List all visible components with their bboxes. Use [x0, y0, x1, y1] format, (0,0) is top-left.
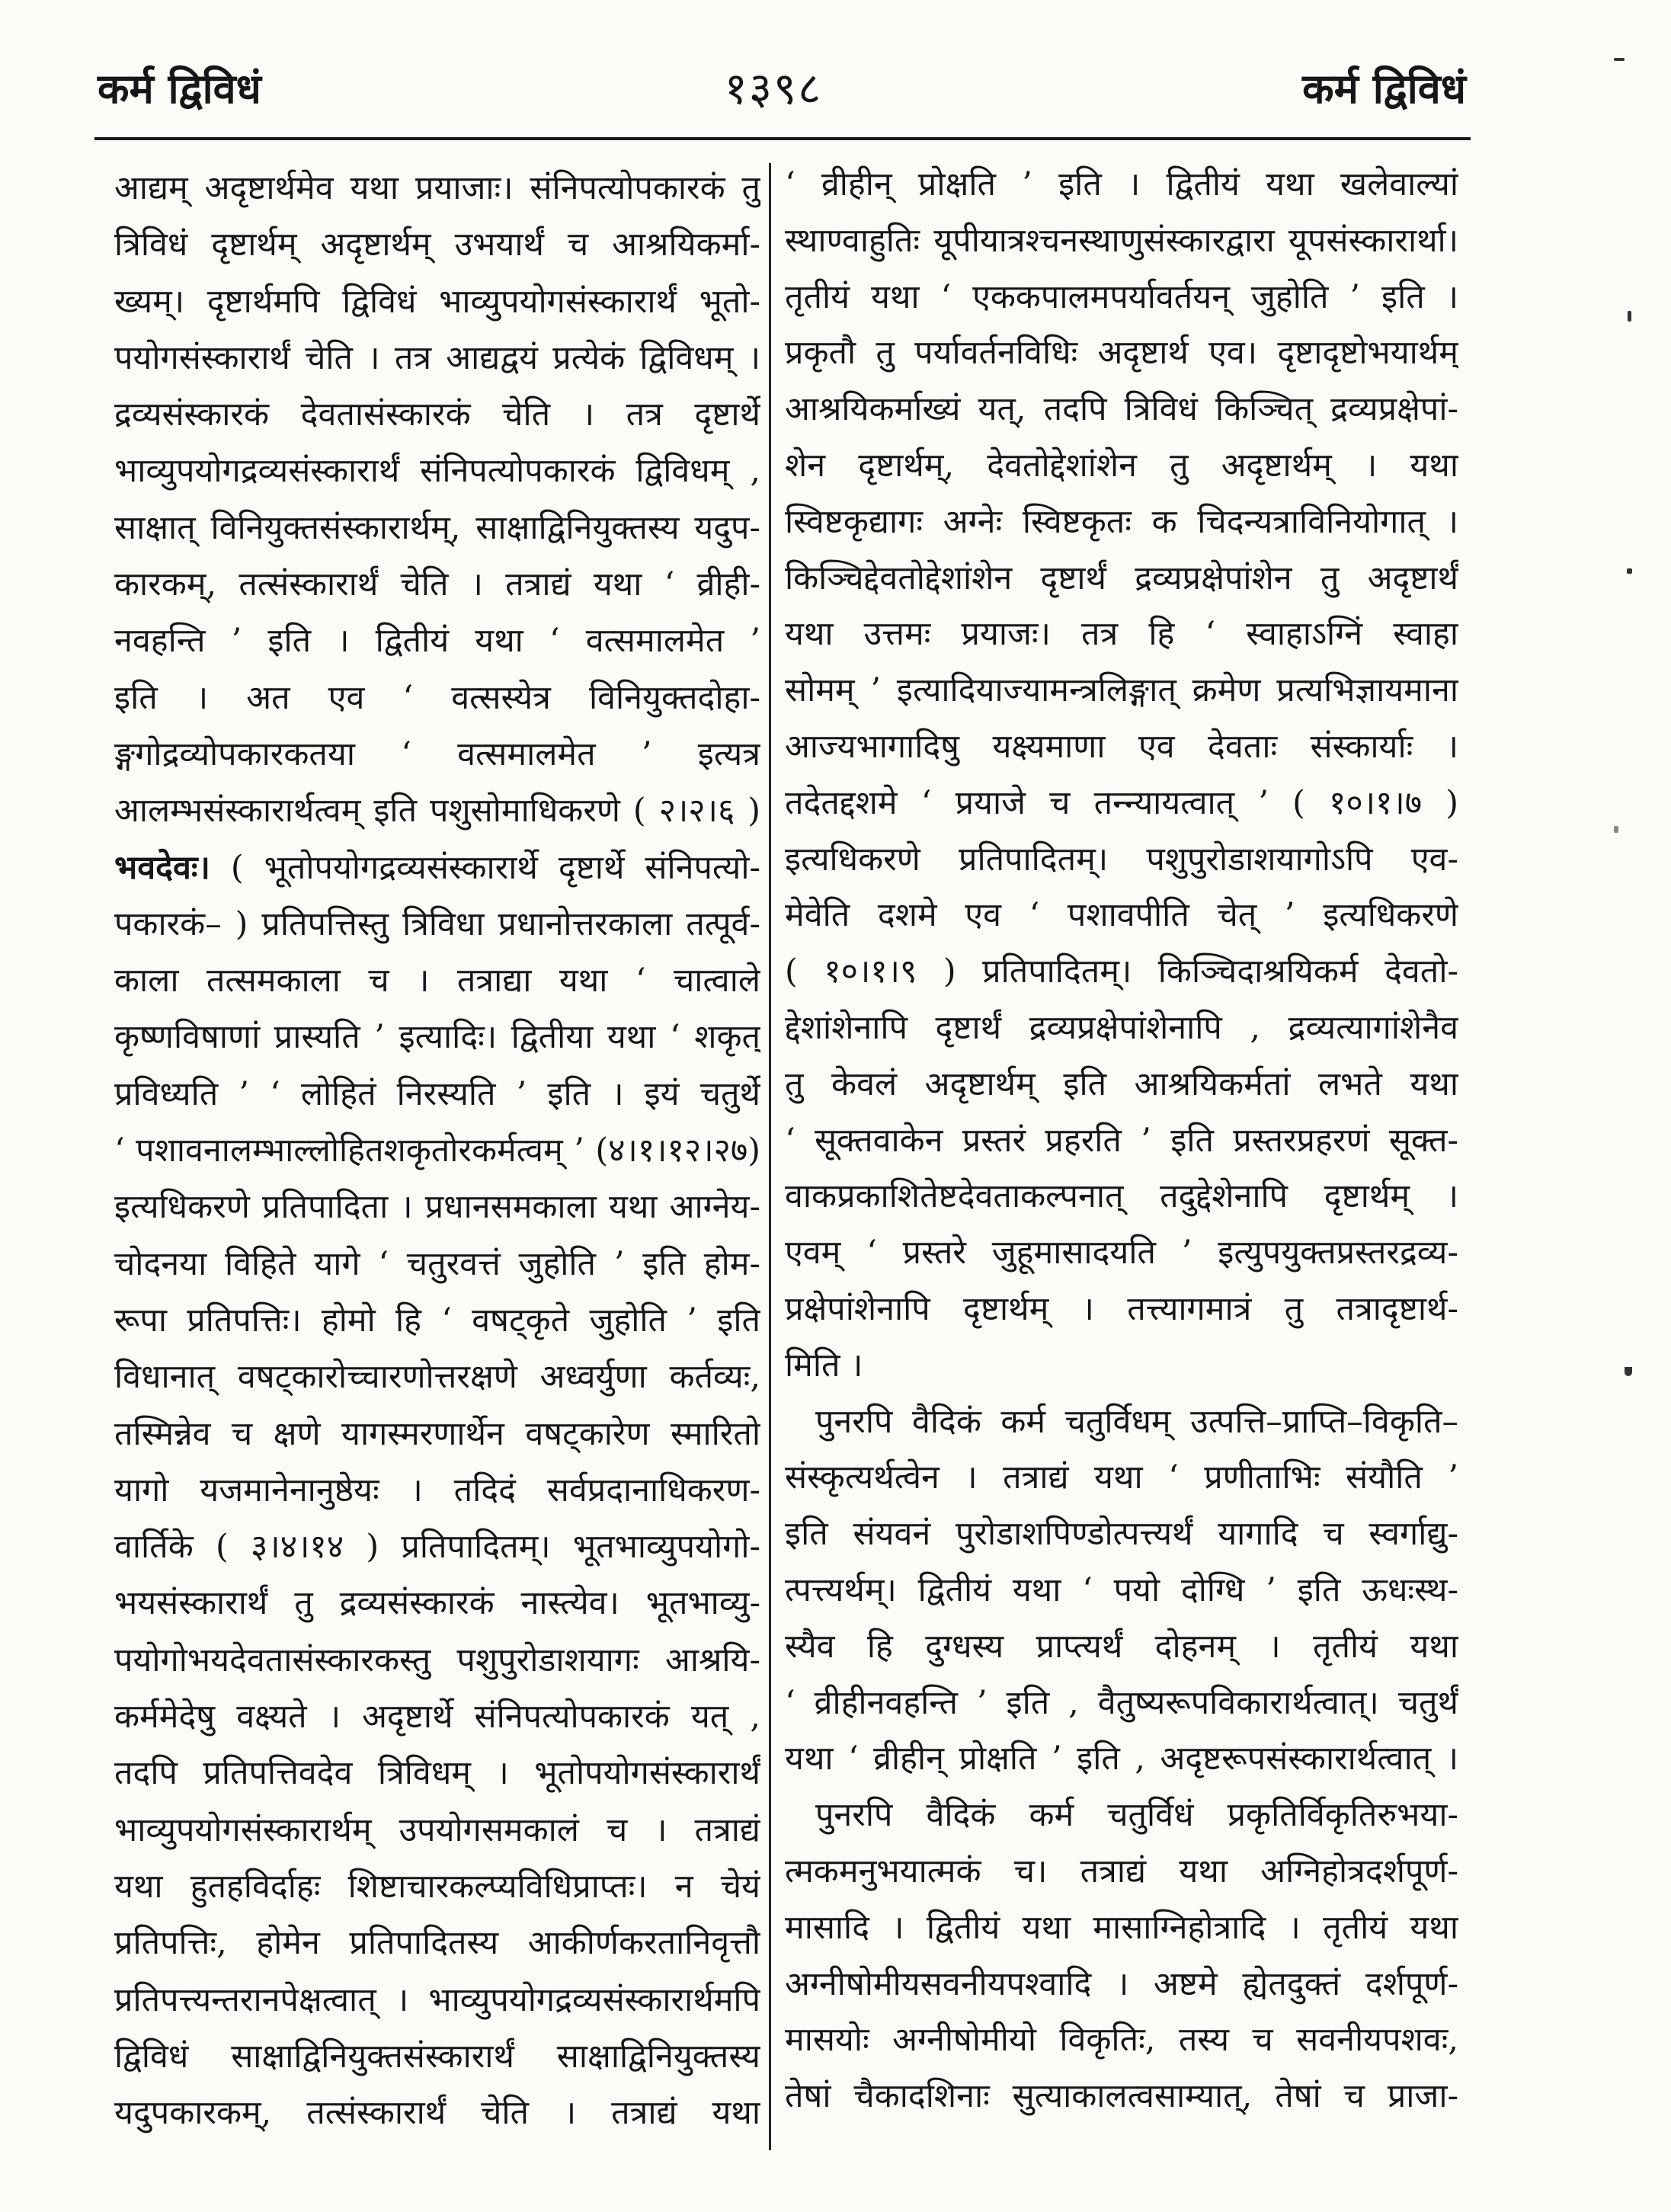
right-column-line-32: मासादि । द्वितीयं यथा मासाग्निहोत्रादि । तृतीयं यथा — [785, 1908, 1458, 1947]
left-column-line-27: पयोगोभयदेवतासंस्कारकस्तु पशुपुरोडाशयागः आश्रयि- — [114, 1641, 760, 1679]
right-column-line-24: संस्कृत्यर्थत्वेन । तत्राद्यं यथा ‘ प्रणीताभिः संयौति ’ — [785, 1458, 1458, 1497]
right-column-line-5: आश्रयिकर्माख्यं यत्, तदपि त्रिविधं किञ्चित् द्रव्यप्रक्षेपां- — [785, 390, 1458, 429]
right-column-line-12: तदेतद्दशमे ‘ प्रयाजे च तन्न्यायत्वात् ’ ( १०।१।७ ) — [785, 783, 1458, 822]
left-column-line-5: द्रव्यसंस्कारकं देवतासंस्कारकं चेति । तत्र दृष्टार्थे — [114, 395, 760, 434]
left-column-line-35: यदुपकारकम्, तत्संस्कारार्थं चेति । तत्राद्यं यथा — [114, 2094, 760, 2133]
left-column-line-22: विधानात् वषट्कारोच्चारणोत्तरक्षणे अध्वर्युणा कर्तव्यः, — [114, 1358, 760, 1397]
scan-mark — [1628, 311, 1631, 322]
left-column-line-26: भयसंस्कारार्थं तु द्रव्यसंस्कारकं नास्त्येव। भूतभाव्यु- — [114, 1584, 760, 1623]
left-column-line-20: चोदनया विहिते यागे ‘ चतुरवत्तं जुहोति ’ इति होम- — [114, 1244, 760, 1283]
left-column-line-10: इति । अत एव ‘ वत्सस्येत्र विनियुक्तदोहा- — [114, 678, 760, 717]
header-rule — [94, 137, 1471, 140]
left-column-line-34: द्विविधं साक्षाद्विनियुक्तसंस्कारार्थं साक्षाद्विनियुक्तस्य — [114, 2037, 760, 2076]
scan-mark — [1614, 826, 1618, 833]
left-column-line-1: आद्यम् अदृष्टार्थमेव यथा प्रयाजाः। संनिपत्योपकारकं तु — [114, 169, 760, 207]
right-column-line-11: आज्यभागादिषु यक्ष्यमाणा एव देवताः संस्कार्याः । — [785, 727, 1458, 766]
right-column-line-17: तु केवलं अदृष्टार्थम् इति आश्रयिकर्मतां लभते यथा — [785, 1064, 1458, 1103]
right-column-line-28: ‘ व्रीहीनवहन्ति ’ इति , वैतुष्यरूपविकारार्थत्वात्। चतुर्थं — [785, 1683, 1458, 1722]
right-column-line-13: इत्यधिकरणे प्रतिपादितम्। पशुपुरोडाशयागोऽपि एव- — [785, 840, 1458, 879]
left-column-line-16: कृष्णविषाणां प्रास्यति ’ इत्यादिः। द्वितीया यथा ‘ शकृत् — [114, 1018, 760, 1057]
right-column-line-16: द्देशांशेनापि दृष्टार्थं द्रव्यप्रक्षेपांशेनापि , द्रव्यत्यागांशेनैव — [785, 1008, 1458, 1047]
right-column-line-8: किञ्चिद्देवतोद्देशांशेन दृष्टार्थं द्रव्यप्रक्षेपांशेन तु अदृष्टार्थं — [785, 559, 1458, 597]
right-column-line-34: मासयोः अग्नीषोमीयो विकृतिः, तस्य च सवनीयपशवः, — [785, 2021, 1458, 2060]
right-column-line-33: अग्नीषोमीयसवनीयपश्वादि । अष्टमे ह्येतदुक्तं दर्शपूर्ण- — [785, 1964, 1458, 2003]
scan-mark — [1625, 1367, 1632, 1376]
left-column-line-4: पयोगसंस्कारार्थं चेति । तत्र आद्यद्वयं प्रत्येकं द्विविधम् । — [114, 338, 760, 377]
left-column-line-3: ख्यम्। दृष्टार्थमपि द्विविधं भाव्युपयोगसंस्कारार्थं भूतो- — [114, 282, 760, 321]
running-head-left: कर्म द्विविधं — [98, 64, 261, 113]
right-column-line-20: एवम् ‘ प्रस्तरे जुहूमासादयति ’ इत्युपयुक्तप्रस्तरद्रव्य- — [785, 1234, 1458, 1272]
left-column-line-2: त्रिविधं दृष्टार्थम् अदृष्टार्थम् उभयार्थं च आश्रयिकर्मा- — [114, 226, 760, 264]
right-column-line-3: तृतीयं यथा ‘ एककपालमपर्यावर्तयन् जुहोति ’ इति । — [785, 277, 1458, 316]
left-column-line-31: यथा हुतहविर्दाहः शिष्टाचारकल्प्यविधिप्राप्तः। न चेयं — [114, 1867, 760, 1906]
right-column-line-6: शेन दृष्टार्थम्, देवतोद्देशांशेन तु अदृष्टार्थम् । यथा — [785, 446, 1458, 485]
left-column-line-17: प्रविध्यति ’ ‘ लोहितं निरस्यति ’ इति । इयं चतुर्थे — [114, 1074, 760, 1113]
left-column-line-12: आलम्भसंस्कारार्थत्वम् इति पशुसोमाधिकरणे ( २।२।६ ) — [114, 792, 760, 831]
left-column-line-11: ङ्गगोद्रव्योपकारकतया ‘ वत्समालमेत ’ इत्यत्र — [114, 735, 760, 773]
left-column-line-13 — [114, 840, 760, 896]
right-column-line-1: ‘ व्रीहीन् प्रोक्षति ’ इति । द्वितीयं यथा खलेवाल्यां — [785, 165, 1458, 203]
left-column-line-7: साक्षात् विनियुक्तसंस्कारार्थम्, साक्षाद्विनियुक्तस्य यदुप- — [114, 508, 760, 547]
left-column-line-21: रूपा प्रतिपत्तिः। होमो हि ‘ वषट्कृते जुहोति ’ इति — [114, 1301, 760, 1340]
right-column-line-30: पुनरपि वैदिकं कर्म चतुर्विधं प्रकृतिर्विकृतिरुभया- — [815, 1796, 1458, 1835]
right-column-line-25: इति संयवनं पुरोडाशपिण्डोत्पत्त्यर्थं यागादि च स्वर्गाद्यु- — [785, 1515, 1458, 1554]
running-head-right: कर्म द्विविधं — [1302, 64, 1466, 113]
right-column-line-14: मेवेति दशमे एव ‘ पशावपीति चेत् ’ इत्यधिकरणे — [785, 896, 1458, 935]
left-column-line-15: काला तत्समकाला च । तत्राद्या यथा ‘ चात्वाले — [114, 962, 760, 1000]
right-column-line-31: त्मकमनुभयात्मकं च। तत्राद्यं यथा अग्निहोत्रदर्शपूर्ण- — [785, 1852, 1458, 1890]
right-column-line-22: मिति । — [785, 1346, 863, 1385]
right-column-line-9: यथा उत्तमः प्रयाजः। तत्र हि ‘ स्वाहाऽग्निं स्वाहा — [785, 615, 1458, 654]
left-column-line-14: पकारकं– ) प्रतिपत्तिस्तु त्रिविधा प्रधानोत्तरकाला तत्पूर्व- — [114, 904, 760, 943]
author-name-bold: भवदेवः। — [114, 848, 210, 887]
right-column-line-23: पुनरपि वैदिकं कर्म चतुर्विधम् उत्पत्ति–प्राप्ति–विकृति– — [815, 1402, 1458, 1441]
right-column-line-21: प्रक्षेपांशेनापि दृष्टार्थम् । तत्त्यागमात्रं तु तत्रादृष्टार्थ- — [785, 1289, 1458, 1328]
left-column-line-19: इत्यधिकरणे प्रतिपादिता । प्रधानसमकाला यथा आग्नेय- — [114, 1188, 760, 1227]
left-column-line-9: नवहन्ति ’ इति । द्वितीयं यथा ‘ वत्समालमेत ’ — [114, 622, 760, 661]
page-number: १३९८ — [724, 62, 823, 114]
left-column-line-30: भाव्युपयोगसंस्कारार्थम् उपयोगसमकालं च । तत्राद्यं — [114, 1810, 760, 1849]
left-column-line-28: कर्ममेदेषु वक्ष्यते । अदृष्टार्थे संनिपत्योपकारकं यत् , — [114, 1698, 760, 1737]
left-column-line-8: कारकम्, तत्संस्कारार्थं चेति । तत्राद्यं यथा ‘ व्रीही- — [114, 565, 760, 604]
right-column-line-10: सोमम् ’ इत्यादियाज्यामन्त्रलिङ्गात् क्रमेण प्रत्यभिज्ञायमाना — [785, 671, 1458, 710]
left-column — [114, 160, 760, 2141]
right-column — [785, 157, 1458, 2125]
right-column-line-29: यथा ‘ व्रीहीन् प्रोक्षति ’ इति , अदृष्टरूपसंस्कारार्थत्वात् । — [785, 1740, 1458, 1778]
left-column-line-33: प्रतिपत्त्यन्तरानपेक्षत्वात् । भाव्युपयोगद्रव्यसंस्कारार्थमपि — [114, 1980, 760, 2019]
right-column-line-4: प्रकृतौ तु पर्यावर्तनविधिः अदृष्टार्थ एव। दृष्टादृष्टोभयार्थम् — [785, 334, 1458, 373]
left-column-line-6: भाव्युपयोगद्रव्यसंस्कारार्थं संनिपत्योपकारकं द्विविधम् , — [114, 452, 760, 491]
left-column-line-32: प्रतिपत्तिः, होमेन प्रतिपादितस्य आकीर्णकरतानिवृत्तौ — [114, 1924, 760, 1963]
left-column-line-24: यागो यजमानेनानुष्ठेयः । तदिदं सर्वप्रदानाधिकरण- — [114, 1471, 760, 1509]
left-column-line-23: तस्मिन्नेव च क्षणे यागस्मरणार्थेन वषट्कारेण स्मारितो — [114, 1414, 760, 1453]
scan-mark — [1614, 58, 1625, 61]
right-column-line-26: त्पत्त्यर्थम्। द्वितीयं यथा ‘ पयो दोग्धि ’ इति ऊधःस्थ- — [785, 1570, 1458, 1609]
right-column-line-35: तेषां चैकादशिनाः सुत्याकालत्वसाम्यात्, तेषां च प्राजा- — [785, 2077, 1458, 2116]
left-column-line-29: तदपि प्रतिपत्तिवदेव त्रिविधम् । भूतोपयोगसंस्कारार्थं — [114, 1754, 760, 1793]
scan-mark — [1627, 568, 1632, 574]
right-column-line-7: स्विष्टकृद्यागः अग्नेः स्विष्टकृतः क चिदन्यत्राविनियोगात् । — [785, 502, 1458, 541]
right-column-line-2: स्थाण्वाहुतिः यूपीयात्रश्चनस्थाणुसंस्कारद्वारा यूपसंस्कारार्था। — [785, 221, 1458, 260]
column-divider — [769, 163, 771, 2150]
right-column-line-27: स्यैव हि दुग्धस्य प्राप्त्यर्थं दोहनम् । तृतीयं यथा — [785, 1627, 1458, 1666]
line-text: ( भूतोपयोगद्रव्यसंस्कारार्थे दृष्टार्थे संनिपत्यो- — [210, 848, 760, 887]
left-column-line-18: ‘ पशावनालम्भाल्लोहितशकृतोरकर्मत्वम् ’ (४।१।१२।२७) — [114, 1132, 760, 1170]
right-column-line-19: वाकप्रकाशितेष्टदेवताकल्पनात् तदुद्देशेनापि दृष्टार्थम् । — [785, 1177, 1458, 1216]
right-column-line-15: ( १०।१।९ ) प्रतिपादितम्। किञ्चिदाश्रयिकर्म देवतो- — [785, 952, 1458, 991]
left-column-line-25: वार्तिके ( ३।४।१४ ) प्रतिपादितम्। भूतभाव्युपयोगो- — [114, 1528, 760, 1567]
right-column-line-18: ‘ सूक्तवाकेन प्रस्तरं प्रहरति ’ इति प्रस्तरप्रहरणं सूक्त- — [785, 1121, 1458, 1160]
